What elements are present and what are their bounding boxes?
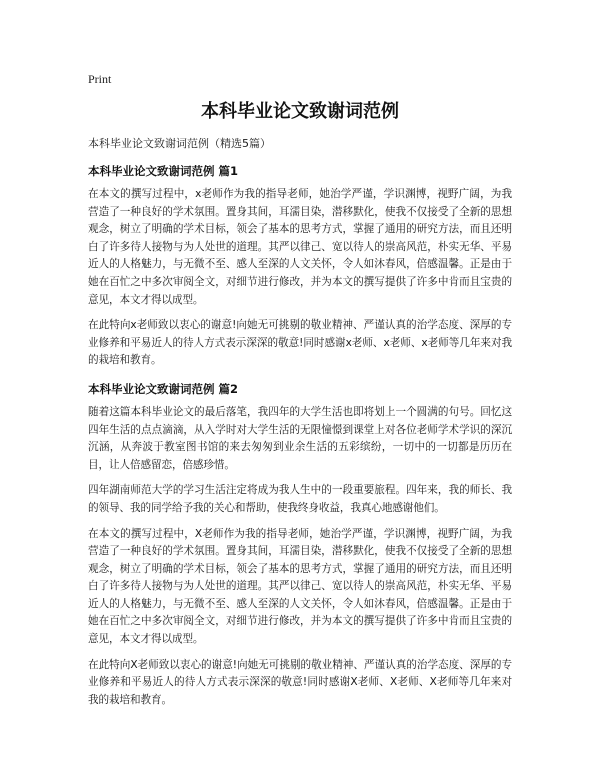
section-heading: 本科毕业论文致谢词范例 篇2	[88, 381, 239, 396]
paragraph: 在此特向X老师致以衷心的谢意!向她无可挑剔的敬业精神、严谨认真的治学态度、深厚的专业修养和平易近人的待人方式表示深深的敬意!同时感谢X老师、X老师、X老师等几年来对我的栽培和教育。	[88, 658, 512, 706]
paragraph: 在此特向x老师致以衷心的谢意!向她无可挑剔的敬业精神、严谨认真的治学态度、深厚的专业修养和平易近人的待人方式表示深深的敬意!同时感谢x老师、x老师、x老师等几年来对我的栽培和教育。	[88, 319, 512, 367]
paragraph: 四年湖南师范大学的学习生活注定将成为我人生中的一段重要旅程。四年来，我的师长、我的领导、我的同学给予我的关心和帮助，使我终身收益，我真心地感谢他们。	[88, 484, 512, 514]
section-heading: 本科毕业论文致谢词范例 篇1	[88, 164, 239, 178]
print-label: Print	[88, 72, 112, 86]
page-title: 本科毕业论文致谢词范例	[201, 101, 399, 122]
document-subtitle: 本科毕业论文致谢词范例（精选5篇）	[88, 137, 271, 150]
paragraph: 随着这篇本科毕业论文的最后落笔，我四年的大学生活也即将划上一个圆满的句号。回忆这四年生活的点点滴滴，从入学时对大学生活的无限憧憬到课堂上对各位老师学术学识的深沉沉涵，从奔波于教室图书馆的来去匆匆到业余生活的五彩缤纷，一切中的一切都是历历在目，让人倍感留恋，倍感珍惜。	[88, 405, 512, 471]
paragraph: 在本文的撰写过程中，x老师作为我的指导老师，她治学严谨，学识渊博，视野广阔，为我营造了一种良好的学术氛围。置身其间，耳濡目染，潜移默化，使我不仅接受了全新的思想观念，树立了明确的学术目标，领会了基本的思考方式，掌握了通用的研究方法，而且还明白了许多待人接物与为人处世的道理。其严以律己、宽以待人的崇高风范，朴实无华、平易近人的人格魅力，与无微不至、感人至深的人文关怀，令人如沐春风，倍感温馨。正是由于她在百忙之中多次审阅全文，对细节进行修改，并为本文的撰写提供了许多中肯而且宝贵的意见，本文才得以成型。	[88, 188, 512, 306]
section-1	[88, 162, 512, 370]
section-2	[88, 380, 512, 710]
paragraph: 在本文的撰写过程中，X老师作为我的指导老师，她治学严谨，学识渊博，视野广阔，为我营造了一种良好的学术氛围。置身其间，耳濡目染，潜移默化，使我不仅接受了全新的思想观念，树立了明确的学术目标，领会了基本的思考方式，掌握了通用的研究方法，而且还明白了许多待人接物与为人处世的道理。其严以律己、宽以待人的崇高风范，朴实无华、平易近人的人格魅力，与无微不至、感人至深的人文关怀，令人如沐春风，倍感温馨。正是由于她在百忙之中多次审阅全文，对细节进行修改，并为本文的撰写提供了许多中肯而且宝贵的意见，本文才得以成型。	[88, 527, 512, 646]
